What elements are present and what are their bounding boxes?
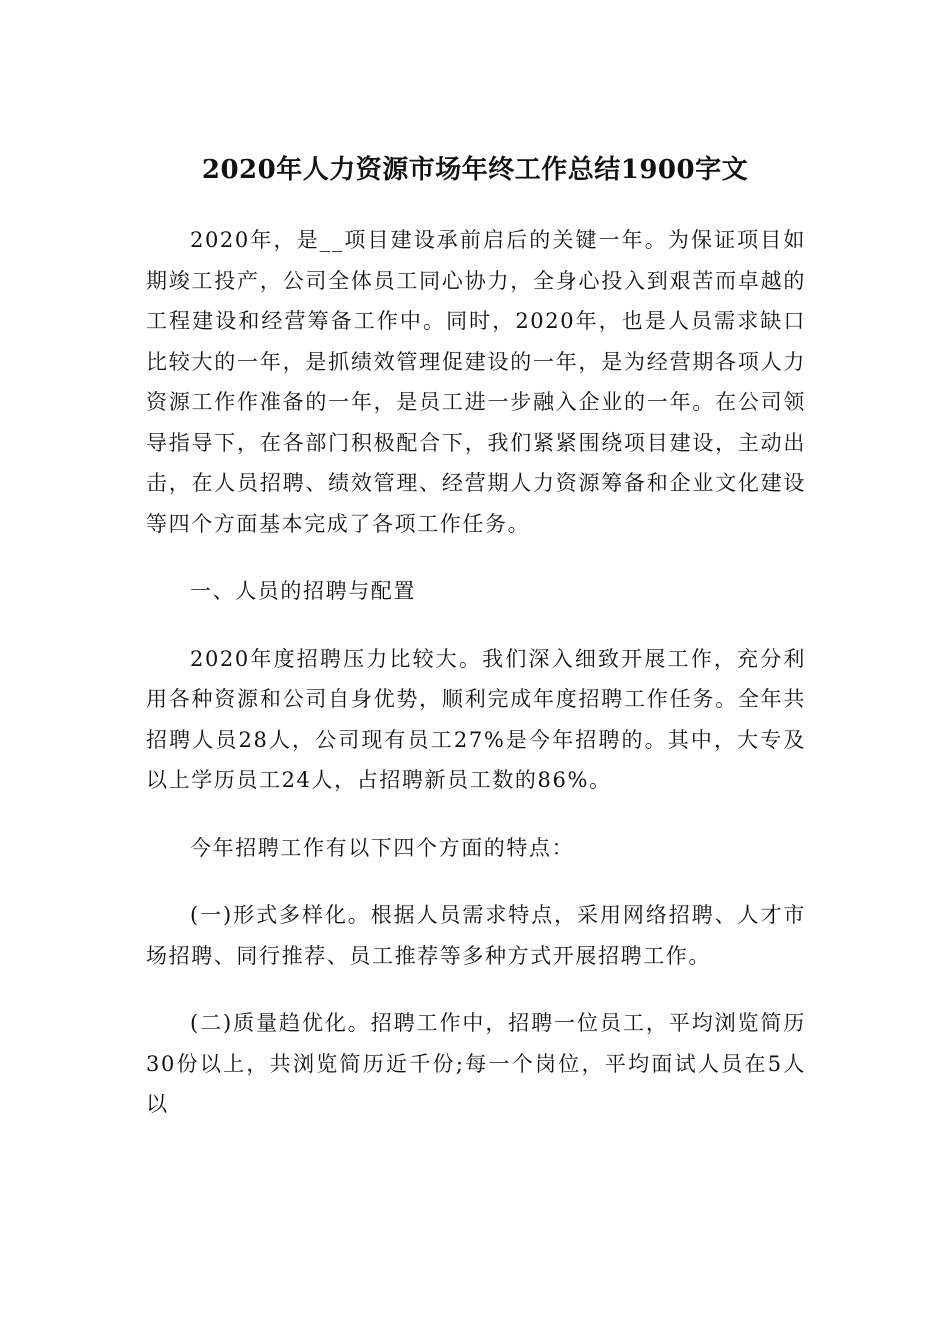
paragraph-intro: 2020年，是__项目建设承前启后的关键一年。为保证项目如期竣工投产，公司全体员工同心协力，全身心投入到艰苦而卓越的工程建设和经营筹备工作中。同时，2020年，也是人员需求缺口比较大的一年，是抓绩效管理促建设的一年，是为经营期各项人力资源工作作准备的一年，是员工进一步融入企业的一年。在公司领导指导下，在各部门积极配合下，我们紧紧围绕项目建设，主动出击，在人员招聘、绩效管理、经营期人力资源筹备和企业文化建设等四个方面基本完成了各项工作任务。 [146,228,806,536]
section-heading-recruitment: 一、人员的招聘与配置 [190,579,416,603]
paragraph-features-intro: 今年招聘工作有以下四个方面的特点： [190,835,575,860]
paragraph-feature-two: (二)质量趋优化。招聘工作中，招聘一位员工，平均浏览简历30份以上，共浏览简历近千份;每一个岗位，平均面试人员在5人以 [146,1011,806,1116]
document-body [146,220,806,1152]
paragraph-feature-one: (一)形式多样化。根据人员需求特点，采用网络招聘、人才市场招聘、同行推荐、员工推荐等多种方式开展招聘工作。 [146,903,806,968]
paragraph-recruitment-summary: 2020年度招聘压力比较大。我们深入细致开展工作，充分利用各种资源和公司自身优势，顺利完成年度招聘工作任务。全年共招聘人员28人，公司现有员工27%是今年招聘的。其中，大专及以上学历员工24人，占招聘新员工数的86%。 [146,646,806,792]
document-title: 2020年人力资源市场年终工作总结1900字文 [201,155,749,185]
